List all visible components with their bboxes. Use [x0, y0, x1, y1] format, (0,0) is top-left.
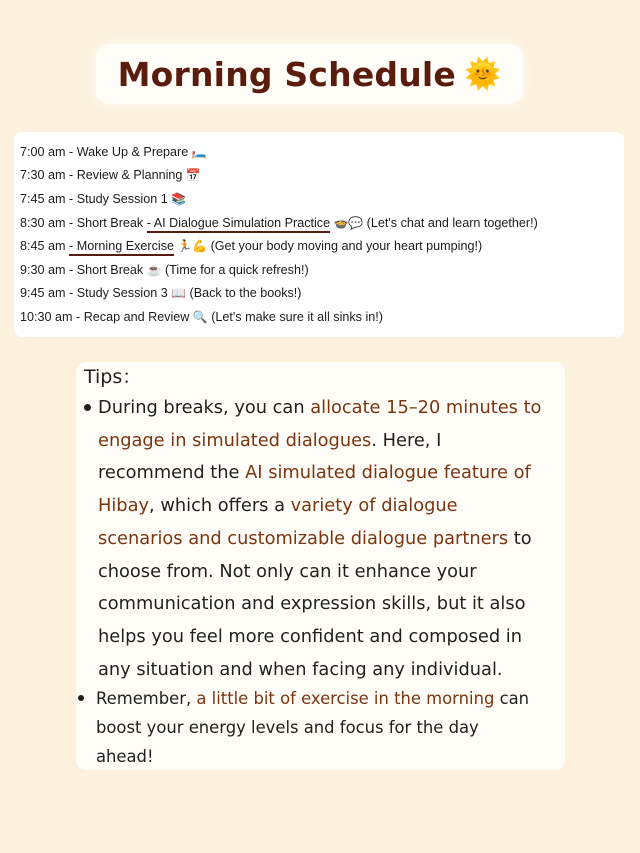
- runner-muscle-icon: 🏃💪: [174, 239, 211, 253]
- bed-icon: 🛏️: [191, 145, 207, 159]
- tips-heading: Tips：: [84, 366, 142, 388]
- tips-card: [76, 362, 565, 770]
- schedule-row-4: 8:45 am - Morning Exercise 🏃💪 (Get your body moving and your heart pumping!): [20, 236, 482, 256]
- books-icon: 📚: [171, 192, 187, 206]
- pot-chat-icon: 🍲💬: [330, 216, 367, 230]
- open-book-icon: 📖: [171, 286, 190, 300]
- schedule-row-2: 7:45 am - Study Session 1 📚: [20, 192, 187, 206]
- calendar-icon: 📅: [185, 168, 201, 182]
- schedule-row-3: 8:30 am - Short Break - AI Dialogue Simulation Practice 🍲💬 (Let's chat and learn together!): [20, 213, 538, 233]
- bullet-dot-icon: [84, 404, 91, 411]
- title-card: [96, 44, 523, 104]
- magnifier-icon: 🔍: [192, 310, 212, 324]
- underlined-activity: - Morning Exercise: [69, 239, 174, 256]
- schedule-row-6: 9:45 am - Study Session 3 📖 (Back to the books!): [20, 286, 302, 300]
- schedule-row-5: 9:30 am - Short Break ☕ (Time for a quick refresh!): [20, 263, 309, 277]
- coffee-icon: ☕: [146, 263, 165, 277]
- sun-icon: 🌞: [464, 56, 502, 92]
- schedule-card: [14, 132, 624, 337]
- tip-bullet-2: Remember, a little bit of exercise in the morning can boost your energy levels and focus for the day ahead!: [96, 689, 530, 766]
- page-title: Morning Schedule: [117, 54, 457, 94]
- schedule-row-0: 7:00 am - Wake Up & Prepare 🛏️: [20, 145, 207, 159]
- schedule-row-1: 7:30 am - Review & Planning 📅: [20, 168, 201, 182]
- schedule-row-7: 10:30 am - Recap and Review 🔍 (Let's make sure it all sinks in!): [20, 310, 383, 324]
- underlined-activity: - AI Dialogue Simulation Practice: [147, 216, 330, 233]
- tip-bullet-1: During breaks, you can allocate 15–20 minutes to engage in simulated dialogues. Here, I recommend the AI simulated dialogue feature of Hibay, which offers a variety of dialogue scenarios and customizable dialogue partners to choose from. Not only can it enhance your communication and expression skills, but it also helps you feel more confident and composed in any situation and when facing any individual.: [98, 397, 542, 680]
- bullet-dot-icon: [78, 695, 84, 701]
